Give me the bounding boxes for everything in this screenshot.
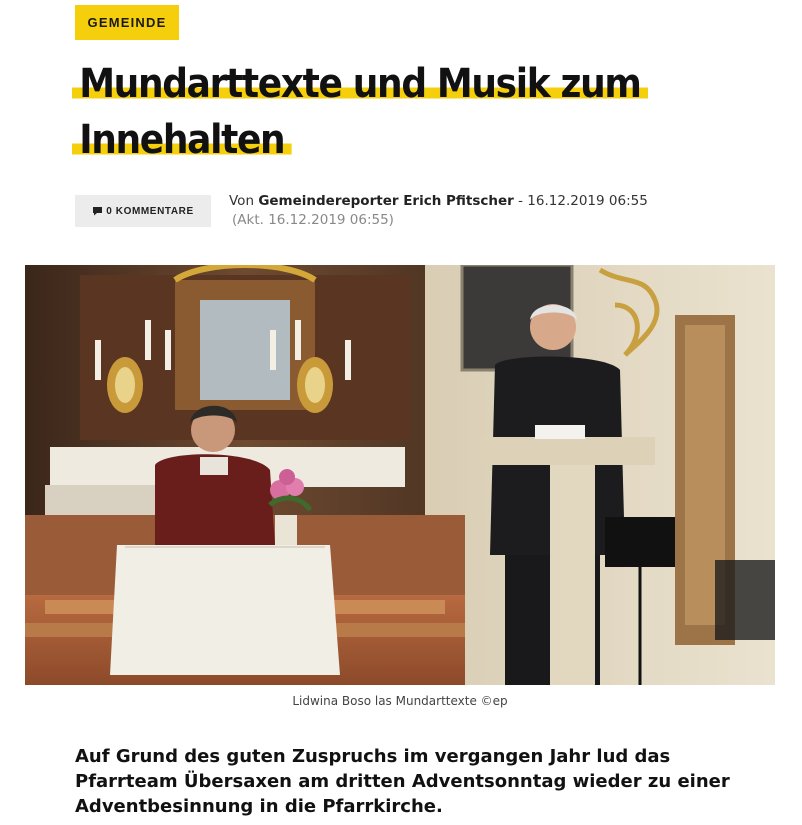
article-title	[72, 56, 702, 168]
comments-button[interactable]	[75, 195, 211, 227]
church-scene-illustration	[25, 265, 775, 685]
article-title-line-2: Innehalten	[72, 117, 291, 163]
updated-date: (Akt. 16.12.2019 06:55)	[232, 212, 394, 228]
author-link[interactable]: Gemeindereporter Erich Pfitscher	[258, 193, 514, 209]
article-lead: Auf Grund des guten Zuspruchs im vergangen Jahr lud das Pfarrteam Übersaxen am dritten Adventsonntag wieder zu einer Adventbesinnung in die Pfarrkirche.	[75, 746, 730, 817]
article-photo[interactable]	[25, 265, 775, 685]
byline-prefix: Von	[229, 193, 255, 209]
publish-date: - 16.12.2019 06:55	[513, 193, 648, 209]
image-caption: Lidwina Boso las Mundarttexte ©ep	[292, 694, 508, 708]
comments-count-label: 0 KOMMENTARE	[106, 205, 194, 217]
byline	[229, 192, 648, 230]
article-title-line-1: Mundarttexte und Musik zum	[72, 61, 648, 107]
category-tag[interactable]: GEMEINDE	[75, 5, 179, 40]
speech-bubble-icon	[92, 206, 103, 216]
